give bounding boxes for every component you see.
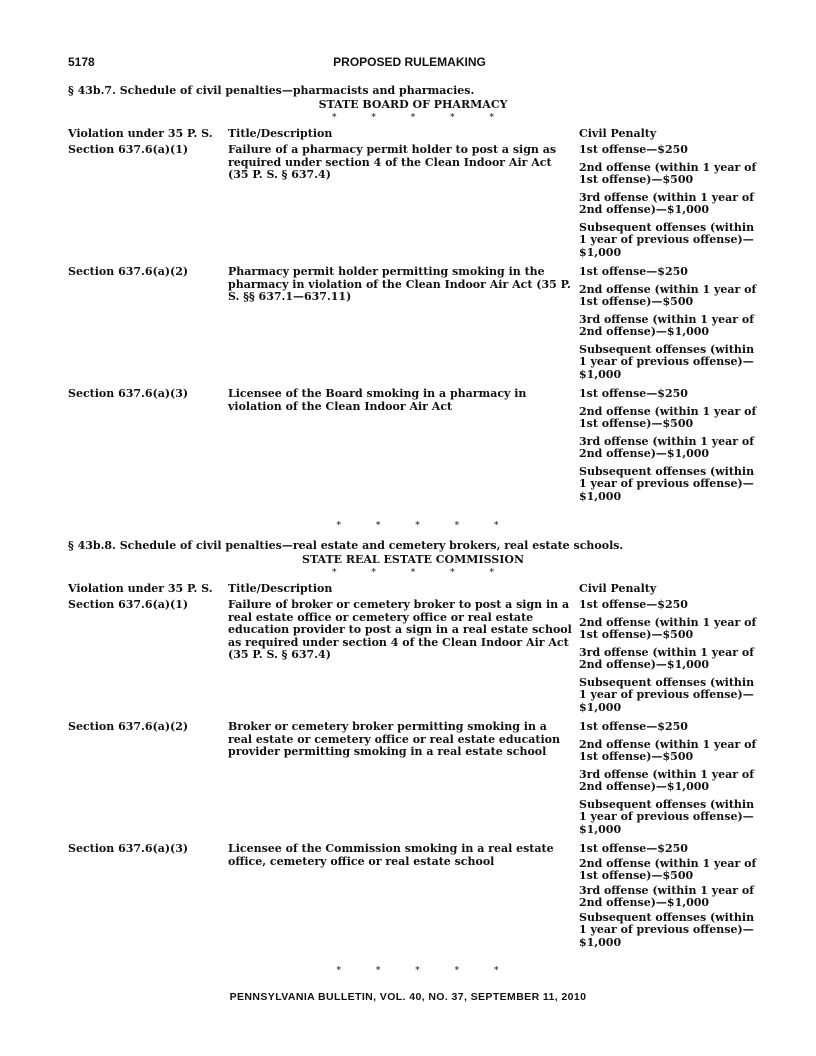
- section-break-stars: * * * * *: [332, 568, 510, 578]
- description-cell: Licensee of the Commission smoking in a real estate office, cemetery office or real estate school: [228, 842, 554, 868]
- column-header-penalty: Civil Penalty: [579, 127, 657, 140]
- penalty-item: 2nd offense (within 1 year of 1st offense)—$500: [579, 404, 757, 430]
- section-pharmacy: [68, 84, 758, 506]
- section-break-stars: * * * * *: [332, 113, 510, 123]
- penalty-item: 3rd offense (within 1 year of 2nd offense)—$1,000: [579, 883, 754, 909]
- section-real-estate: [68, 539, 758, 953]
- penalty-item: Subsequent offenses (within 1 year of previous offense)—$1,000: [579, 342, 755, 381]
- table-row: [68, 721, 758, 843]
- penalty-item: 1st offense—$250: [579, 143, 688, 156]
- penalty-cell: [579, 721, 759, 841]
- column-header-violation: Violation under 35 P. S.: [68, 127, 213, 140]
- penalty-item: 3rd offense (within 1 year of 2nd offense)—$1,000: [579, 767, 754, 793]
- page-footer: PENNSYLVANIA BULLETIN, VOL. 40, NO. 37, SEPTEMBER 11, 2010: [229, 991, 587, 1003]
- section-heading: § 43b.7. Schedule of civil penalties—pharmacists and pharmacies.: [68, 84, 475, 97]
- table-row: [68, 843, 758, 953]
- penalty-item: Subsequent offenses (within 1 year of previous offense)—$1,000: [579, 797, 755, 836]
- penalty-item: 3rd offense (within 1 year of 2nd offense)—$1,000: [579, 312, 754, 338]
- violation-cell: Section 637.6(a)(2): [68, 720, 189, 733]
- table-row: [68, 599, 758, 721]
- penalty-item: 2nd offense (within 1 year of 1st offense)—$500: [579, 856, 757, 882]
- penalty-item: 1st offense—$250: [579, 598, 688, 611]
- column-header-violation: Violation under 35 P. S.: [68, 582, 213, 595]
- violation-cell: Section 637.6(a)(2): [68, 265, 189, 278]
- page-title: PROPOSED RULEMAKING: [333, 55, 486, 69]
- penalty-cell: [579, 144, 759, 264]
- section-heading: § 43b.8. Schedule of civil penalties—real estate and cemetery brokers, real estate schools.: [68, 539, 624, 552]
- penalty-item: Subsequent offenses (within 1 year of previous offense)—$1,000: [579, 910, 755, 949]
- violation-cell: Section 637.6(a)(3): [68, 387, 189, 400]
- penalty-cell: [579, 599, 759, 719]
- section-break-stars: * * * * *: [336, 521, 515, 531]
- penalty-item: 2nd offense (within 1 year of 1st offense)—$500: [579, 615, 757, 641]
- penalty-item: 2nd offense (within 1 year of 1st offense)—$500: [579, 282, 757, 308]
- penalty-item: 1st offense—$250: [579, 265, 688, 278]
- table-row: [68, 144, 758, 266]
- penalty-cell: [579, 266, 759, 386]
- penalty-item: 2nd offense (within 1 year of 1st offense)—$500: [579, 737, 757, 763]
- description-cell: Pharmacy permit holder permitting smoking in the pharmacy in violation of the Clean Indoor Air Act (35 P. S. §§ 637.1—637.11): [228, 265, 571, 303]
- description-cell: Broker or cemetery broker permitting smoking in a real estate or cemetery office or real estate education provider permitting smoking in a real estate school: [228, 720, 561, 758]
- board-name: STATE BOARD OF PHARMACY: [318, 98, 508, 111]
- penalty-cell: [579, 843, 759, 951]
- board-name: STATE REAL ESTATE COMMISSION: [302, 553, 524, 566]
- violation-cell: Section 637.6(a)(3): [68, 842, 189, 855]
- penalty-item: 2nd offense (within 1 year of 1st offense)—$500: [579, 160, 757, 186]
- description-cell: Licensee of the Board smoking in a pharmacy in violation of the Clean Indoor Air Act: [228, 387, 527, 413]
- penalty-item: 3rd offense (within 1 year of 2nd offense)—$1,000: [579, 190, 754, 216]
- penalty-item: 1st offense—$250: [579, 842, 688, 855]
- page-header: [68, 55, 751, 71]
- penalty-item: 1st offense—$250: [579, 387, 688, 400]
- penalty-item: Subsequent offenses (within 1 year of previous offense)—$1,000: [579, 464, 755, 503]
- penalty-item: 1st offense—$250: [579, 720, 688, 733]
- column-header-row: [68, 581, 758, 599]
- description-cell: Failure of a pharmacy permit holder to post a sign as required under section 4 of the Clean Indoor Air Act (35 P. S. § 637.4): [228, 143, 557, 181]
- column-header-title: Title/Description: [228, 582, 333, 595]
- page-number: 5178: [68, 55, 95, 69]
- section-break-stars: * * * * *: [336, 966, 515, 976]
- violation-cell: Section 637.6(a)(1): [68, 598, 189, 611]
- table-row: [68, 266, 758, 388]
- penalty-item: 3rd offense (within 1 year of 2nd offense)—$1,000: [579, 645, 754, 671]
- penalty-item: Subsequent offenses (within 1 year of previous offense)—$1,000: [579, 220, 755, 259]
- penalty-cell: [579, 388, 759, 508]
- description-cell: Failure of broker or cemetery broker to post a sign in a real estate office or cemetery office or real estate education provider to post a sign in a real estate school as required under section 4 of the Clean Indoor Air Act (35 P. S. § 637.4): [228, 598, 572, 661]
- column-header-title: Title/Description: [228, 127, 333, 140]
- penalty-item: Subsequent offenses (within 1 year of previous offense)—$1,000: [579, 675, 755, 714]
- table-row: [68, 388, 758, 506]
- column-header-penalty: Civil Penalty: [579, 582, 657, 595]
- column-header-row: [68, 126, 758, 144]
- penalty-item: 3rd offense (within 1 year of 2nd offense)—$1,000: [579, 434, 754, 460]
- violation-cell: Section 637.6(a)(1): [68, 143, 189, 156]
